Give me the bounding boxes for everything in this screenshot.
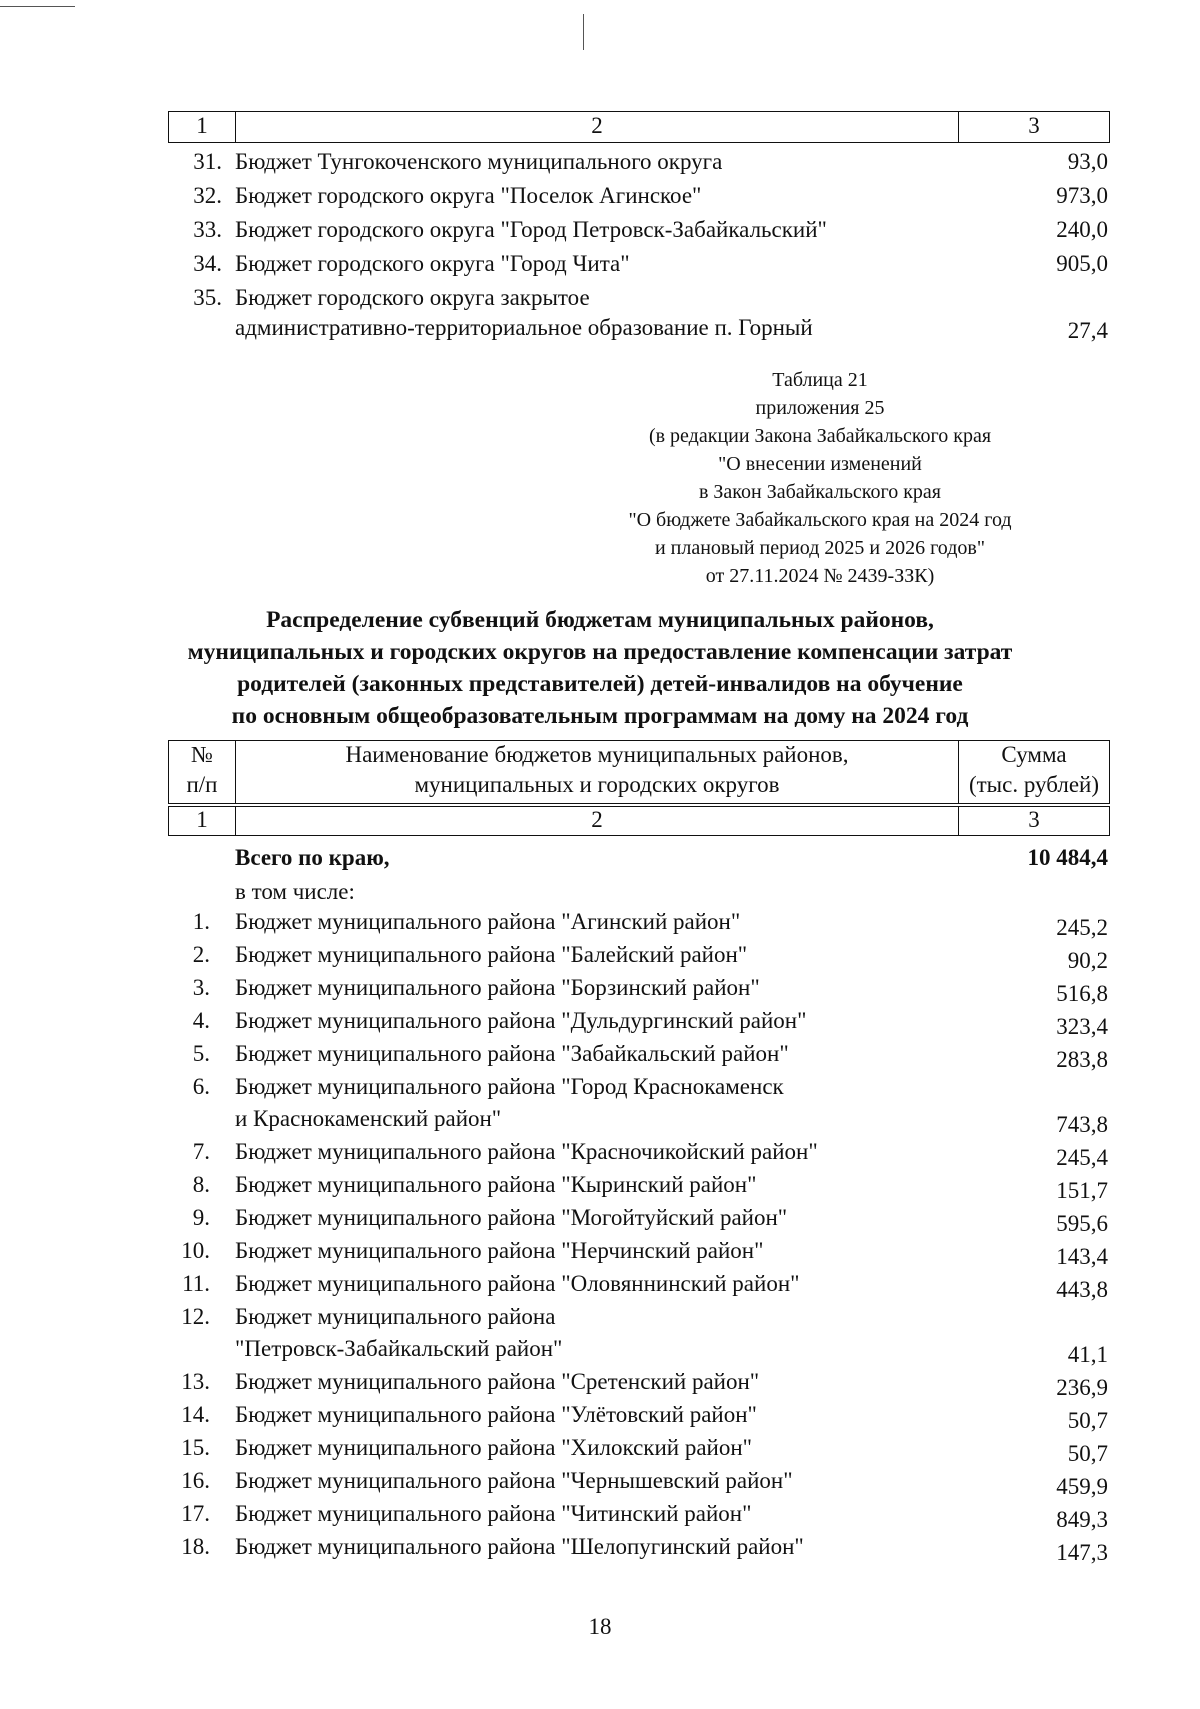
header-num-line1: № [191,742,213,767]
row-number: 9. [192,1205,210,1230]
row-number: 34. [193,251,222,276]
row-amount: 443,8 [1056,1277,1108,1302]
row-number: 12. [181,1304,210,1329]
note-line: от 27.11.2024 № 2439-ЗЗК) [705,565,935,587]
row-name-line2: и Краснокаменский район" [235,1106,502,1131]
numbering-3: 3 [1028,807,1040,832]
row-amount: 143,4 [1056,1244,1108,1269]
row-name-line1: Бюджет городского округа закрытое [235,285,590,310]
row-name: Бюджет муниципального района "Могойтуйский район" [235,1205,788,1230]
top-table-header-1: 1 [196,113,208,138]
row-number: 32. [193,183,222,208]
row-name: Бюджет муниципального района "Дульдургинский район" [235,1008,807,1033]
numbering-2: 2 [591,807,603,832]
row-amount: 93,0 [1067,149,1108,174]
row-amount: 245,2 [1056,915,1108,940]
row-name: Бюджет муниципального района "Кыринский район" [235,1172,757,1197]
including-label: в том числе: [235,879,355,904]
row-number: 17. [181,1501,210,1526]
row-name-line1: Бюджет муниципального района [235,1304,556,1329]
row-number: 16. [181,1468,210,1493]
header-amount-line2: (тыс. рублей) [968,772,1100,797]
row-name: Бюджет муниципального района "Улётовский район" [235,1402,757,1427]
row-number: 13. [181,1369,210,1394]
row-number: 33. [193,217,222,242]
row-amount: 323,4 [1056,1014,1108,1039]
top-table-header-3: 3 [1028,113,1040,138]
row-amount: 283,8 [1056,1047,1108,1072]
row-number: 18. [181,1534,210,1559]
total-amount: 10 484,4 [1027,845,1108,870]
row-name-line1: Бюджет муниципального района "Город Краснокаменск [235,1074,784,1099]
row-amount: 90,2 [1067,948,1108,973]
note-line: "О бюджете Забайкальского края на 2024 год [628,509,1012,531]
top-table-header-2: 2 [591,113,603,138]
row-number: 1. [192,909,210,934]
row-amount: 27,4 [1067,318,1108,343]
row-name: Бюджет муниципального района "Забайкальский район" [235,1041,789,1066]
row-number: 4. [192,1008,210,1033]
row-name: Бюджет муниципального района "Сретенский район" [235,1369,760,1394]
header-amount-line1: Сумма [1001,742,1067,767]
note-line: приложения 25 [755,397,885,419]
row-name: Бюджет Тунгокоченского муниципального округа [235,149,723,174]
row-name: Бюджет муниципального района "Агинский район" [235,909,741,934]
row-amount: 151,7 [1056,1178,1108,1203]
note-line: Таблица 21 [772,369,868,391]
row-name-line2: административно-территориальное образование п. Горный [235,315,813,340]
row-name: Бюджет муниципального района "Хилокский район" [235,1435,753,1460]
row-amount: 743,8 [1056,1112,1108,1137]
row-number: 35. [193,285,222,310]
row-amount: 240,0 [1056,217,1108,242]
row-amount: 41,1 [1067,1342,1108,1367]
note-line: (в редакции Закона Забайкальского края [648,425,992,447]
row-amount: 147,3 [1056,1540,1108,1565]
header-name-line2: муниципальных и городских округов [414,772,780,797]
scan-artifact-line [583,14,584,50]
row-name: Бюджет городского округа "Город Чита" [235,251,630,276]
row-number: 5. [192,1041,210,1066]
title-line: по основным общеобразовательным программам на дому на 2024 год [231,703,969,729]
row-amount: 245,4 [1056,1145,1108,1170]
row-name: Бюджет муниципального района "Шелопугинский район" [235,1534,804,1559]
row-number: 15. [181,1435,210,1460]
row-name: Бюджет муниципального района "Читинский район" [235,1501,752,1526]
row-amount: 595,6 [1056,1211,1108,1236]
scan-artifact-line [0,6,75,7]
row-number: 7. [192,1139,210,1164]
title-line: Распределение субвенций бюджетам муниципальных районов, [266,607,934,633]
header-num-line2: п/п [186,772,218,797]
row-name: Бюджет муниципального района "Чернышевский район" [235,1468,793,1493]
row-amount: 236,9 [1056,1375,1108,1400]
row-number: 8. [192,1172,210,1197]
page-number: 18 [588,1614,612,1639]
row-number: 14. [181,1402,210,1427]
row-number: 11. [182,1271,210,1296]
row-number: 10. [181,1238,210,1263]
row-amount: 459,9 [1056,1474,1108,1499]
title-line: родителей (законных представителей) детей-инвалидов на обучение [237,671,963,697]
row-name: Бюджет городского округа "Город Петровск-Забайкальский" [235,217,827,242]
row-number: 2. [192,942,210,967]
row-amount: 516,8 [1056,981,1108,1006]
total-label: Всего по краю, [235,845,390,870]
numbering-1: 1 [196,807,208,832]
row-name-line2: "Петровск-Забайкальский район" [235,1336,563,1361]
note-line: в Закон Забайкальского края [698,481,942,503]
row-amount: 50,7 [1067,1408,1108,1433]
row-amount: 973,0 [1056,183,1108,208]
header-name-line1: Наименование бюджетов муниципальных районов, [345,742,849,767]
row-name: Бюджет муниципального района "Балейский район" [235,942,748,967]
note-line: "О внесении изменений [718,453,922,475]
row-number: 6. [192,1074,210,1099]
row-name: Бюджет муниципального района "Оловяннинский район" [235,1271,800,1296]
row-name: Бюджет муниципального района "Красночикойский район" [235,1139,818,1164]
row-amount: 905,0 [1056,251,1108,276]
row-amount: 849,3 [1056,1507,1108,1532]
row-name: Бюджет муниципального района "Нерчинский район" [235,1238,764,1263]
row-name: Бюджет муниципального района "Борзинский район" [235,975,760,1000]
row-number: 3. [192,975,210,1000]
row-amount: 50,7 [1067,1441,1108,1466]
row-name: Бюджет городского округа "Поселок Агинское" [235,183,702,208]
title-line: муниципальных и городских округов на предоставление компенсации затрат [187,639,1013,665]
note-line: и плановый период 2025 и 2026 годов" [654,537,986,559]
row-number: 31. [193,149,222,174]
